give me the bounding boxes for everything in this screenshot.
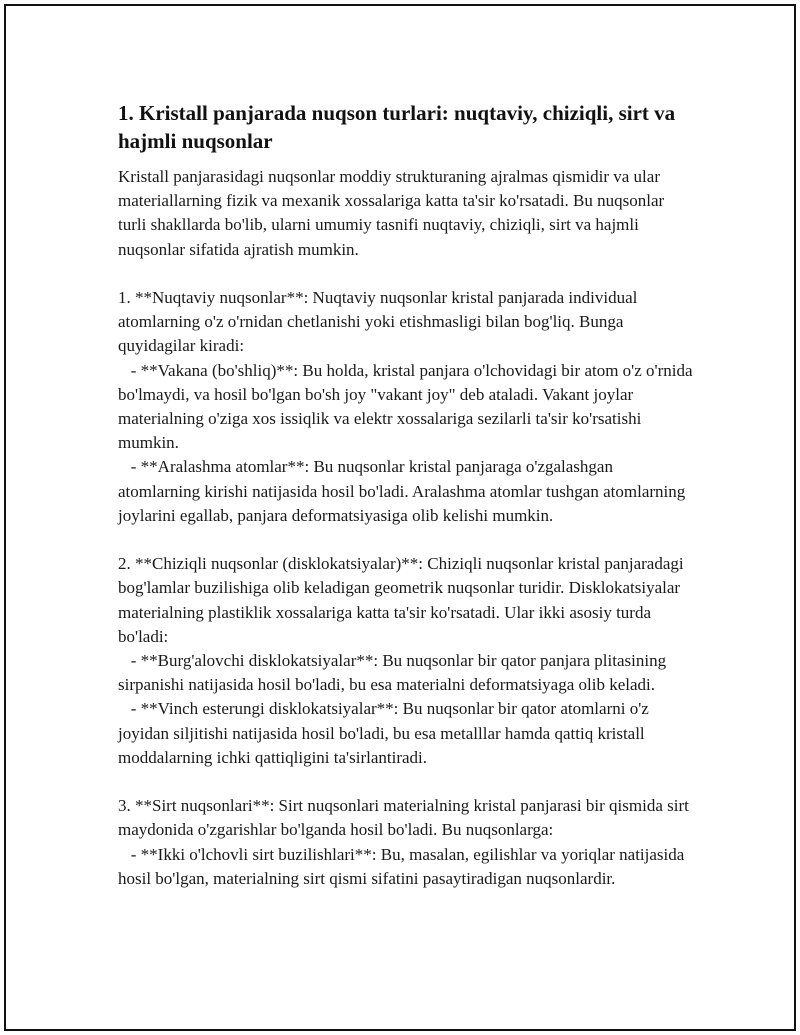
section-line-defects-lead: 2. **Chiziqli nuqsonlar (disklokatsiyalar)**: Chiziqli nuqsonlar kristal panjaradagi bog'lamlar buzilishiga olib keladigan geometrik nuqsonlar turidir. Disklokatsiyalar materialning plastiklik xossalariga katta ta'sir ko'rsatadi. Ular ikki asosiy turda bo'ladi: bbox=[118, 554, 688, 646]
page-frame bbox=[4, 4, 796, 1031]
section-surface-defects-lead: 3. **Sirt nuqsonlari**: Sirt nuqsonlari materialning kristal panjarasi bir qismida sirt maydonida o'zgarishlar bo'lganda hosil bo'ladi. Bu nuqsonlarga: bbox=[118, 796, 694, 840]
section-point-defects-item-impurity: - **Aralashma atomlar**: Bu nuqsonlar kristal panjaraga o'zgalashgan atomlarning kirishi natijasida hosil bo'ladi. Aralashma atomlar tushgan atomlarning joylarini egallab, panjara deformatsiyasiga olib kelishi mumkin. bbox=[118, 457, 690, 525]
paragraph-spacer bbox=[118, 262, 693, 286]
section-surface-defects-item-2d: - **Ikki o'lchovli sirt buzilishlari**: Bu, masalan, egilishlar va yoriqlar natijasida hosil bo'lgan, materialning sirt qismi sifatini pasaytiradigan nuqsonlardir. bbox=[118, 844, 689, 888]
document-body bbox=[118, 99, 697, 891]
paragraph-spacer bbox=[118, 770, 693, 794]
section-line-defects-item-edge: - **Burg'alovchi disklokatsiyalar**: Bu nuqsonlar bir qator panjara plitasining sirpanishi natijasida hosil bo'ladi, bu esa materialni deformatsiyaga olib keladi. bbox=[118, 651, 671, 695]
intro-paragraph: Kristall panjarasidagi nuqsonlar moddiy strukturaning ajralmas qismidir va ular materiallarning fizik va mexanik xossalariga katta ta'sir ko'rsatadi. Bu nuqsonlar turli shakllarda bo'lib, ularni umumiy tasnifi nuqtaviy, chiziqli, sirt va hajmli nuqsonlar sifatida ajratish mumkin. bbox=[118, 167, 669, 259]
paragraph-spacer bbox=[118, 528, 693, 552]
document-title: 1. Kristall panjarada nuqson turlari: nuqtaviy, chiziqli, sirt va hajmli nuqsonlar bbox=[118, 101, 676, 153]
section-point-defects-lead: 1. **Nuqtaviy nuqsonlar**: Nuqtaviy nuqsonlar kristal panjarada individual atomlarning o'z o'rnidan chetlanishi yoki etishmasligi bilan bog'liq. Bunga quyidagilar kiradi: bbox=[118, 288, 642, 356]
section-point-defects-item-vacancy: - **Vakana (bo'shliq)**: Bu holda, kristal panjara o'lchovidagi bir atom o'z o'rnida bo'lmaydi, va hosil bo'lgan bo'sh joy "vakant joy" deb ataladi. Vakant joylar materialning o'ziga xos issiqlik va elektr xossalariga sezilarli ta'sir ko'rsatishi mumkin. bbox=[118, 360, 697, 453]
section-line-defects-item-screw: - **Vinch esterungi disklokatsiyalar**: Bu nuqsonlar bir qator atomlarni o'z joyidan siljitishi natijasida hosil bo'ladi, bu esa metalllar hamda qattiq kristall moddalarning ichki qattiqligini ta'sirlantiradi. bbox=[118, 699, 654, 767]
